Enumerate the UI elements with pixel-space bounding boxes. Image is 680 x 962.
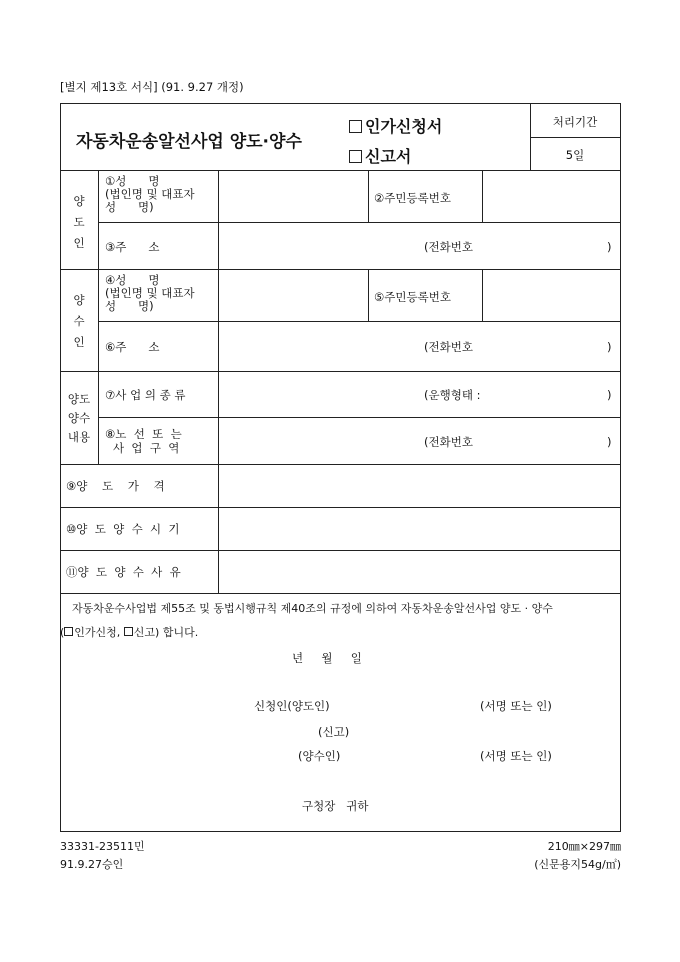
transferee-resid-label: ⑤주민등록번호 xyxy=(374,290,451,304)
checkbox-license-inline[interactable] xyxy=(64,627,73,636)
form-header-note: [별지 제13호 서식] (91. 9.27 개정) xyxy=(60,80,244,94)
declaration-text-line2: ( 인가신청, 신고) 합니다. xyxy=(60,626,199,639)
transferor-resid-label: ②주민등록번호 xyxy=(374,191,451,205)
route-phone-label: (전화번호 xyxy=(424,435,473,449)
processing-period-value: 5일 xyxy=(565,148,585,162)
footer-form-code: 33331-23511민 xyxy=(60,840,145,853)
transferor-address-label: ③주 소 xyxy=(105,240,160,254)
transferee-phone-close: ) xyxy=(607,340,612,354)
transferor-name-field[interactable] xyxy=(219,171,367,222)
transfer-price-label: ⑨양 도 가 격 xyxy=(66,479,165,493)
signature-label-2: (서명 또는 인) xyxy=(480,749,552,763)
transferee-name-label: ④성 명 (법인명 및 대표자 성 명) xyxy=(105,273,195,313)
declaration-text-line1: 자동차운수사업법 제55조 및 동법시행규칙 제40조의 규정에 의하여 자동차운송알선사업 양도 · 양수 xyxy=(72,602,553,615)
transferor-phone-label: (전화번호 xyxy=(424,240,473,254)
checkbox-report-inline[interactable] xyxy=(124,627,133,636)
checkbox-report[interactable] xyxy=(349,150,362,163)
transferee-group-label: 양 수 인 xyxy=(73,293,85,349)
business-type-field[interactable] xyxy=(219,372,419,417)
transferee-resid-field[interactable] xyxy=(483,270,619,321)
business-type-label: ⑦사 업 의 종 류 xyxy=(105,388,186,402)
transfer-reason-label: ⑪양 도 양 수 사 유 xyxy=(66,565,181,579)
option-license[interactable]: 인가신청서 xyxy=(349,114,442,137)
date-line: 년 월 일 xyxy=(292,651,362,665)
transferee-phone-label: (전화번호 xyxy=(424,340,473,354)
route-area-field[interactable] xyxy=(219,418,419,463)
addressee: 구청장 귀하 xyxy=(302,799,369,813)
route-area-label: ⑧노 선 또 는 사 업 구 역 xyxy=(105,427,182,455)
applicant-transferor-label: 신청인(양도인) xyxy=(254,699,330,713)
transferee-address-label: ⑥주 소 xyxy=(105,340,160,354)
transferee-address-field[interactable] xyxy=(219,322,519,370)
transferor-name-label: ①성 명 (법인명 및 대표자 성 명) xyxy=(105,174,195,214)
option-report[interactable]: 신고서 xyxy=(349,144,411,167)
transfer-reason-field[interactable] xyxy=(219,551,619,592)
transferor-address-field[interactable] xyxy=(219,223,519,268)
checkbox-license[interactable] xyxy=(349,120,362,133)
footer-paper-size: 210㎜×297㎜ xyxy=(547,840,621,853)
report-note: (신고) xyxy=(318,725,350,739)
transferee-name-field[interactable] xyxy=(219,270,367,321)
applicant-transferee-label: (양수인) xyxy=(298,749,341,763)
form-title: 자동차운송알선사업 양도·양수 xyxy=(76,132,302,152)
transfer-time-field[interactable] xyxy=(219,508,619,549)
footer-paper-type: (신문용지54g/㎡) xyxy=(534,858,621,871)
operation-form-close: ) xyxy=(607,388,612,402)
transferor-resid-field[interactable] xyxy=(483,171,619,222)
transferor-group-label: 양 도 인 xyxy=(73,194,85,250)
transferor-phone-close: ) xyxy=(607,240,612,254)
transfer-price-field[interactable] xyxy=(219,465,619,506)
transfer-time-label: ⑩양 도 양 수 시 기 xyxy=(66,522,180,536)
processing-period-label: 처리기간 xyxy=(552,115,598,129)
content-group-label: 양도 양수 내용 xyxy=(67,392,91,444)
signature-label-1: (서명 또는 인) xyxy=(480,699,552,713)
footer-approval: 91.9.27승인 xyxy=(60,858,124,871)
route-phone-close: ) xyxy=(607,435,612,449)
operation-form-label: (운행형태 : xyxy=(424,388,481,402)
